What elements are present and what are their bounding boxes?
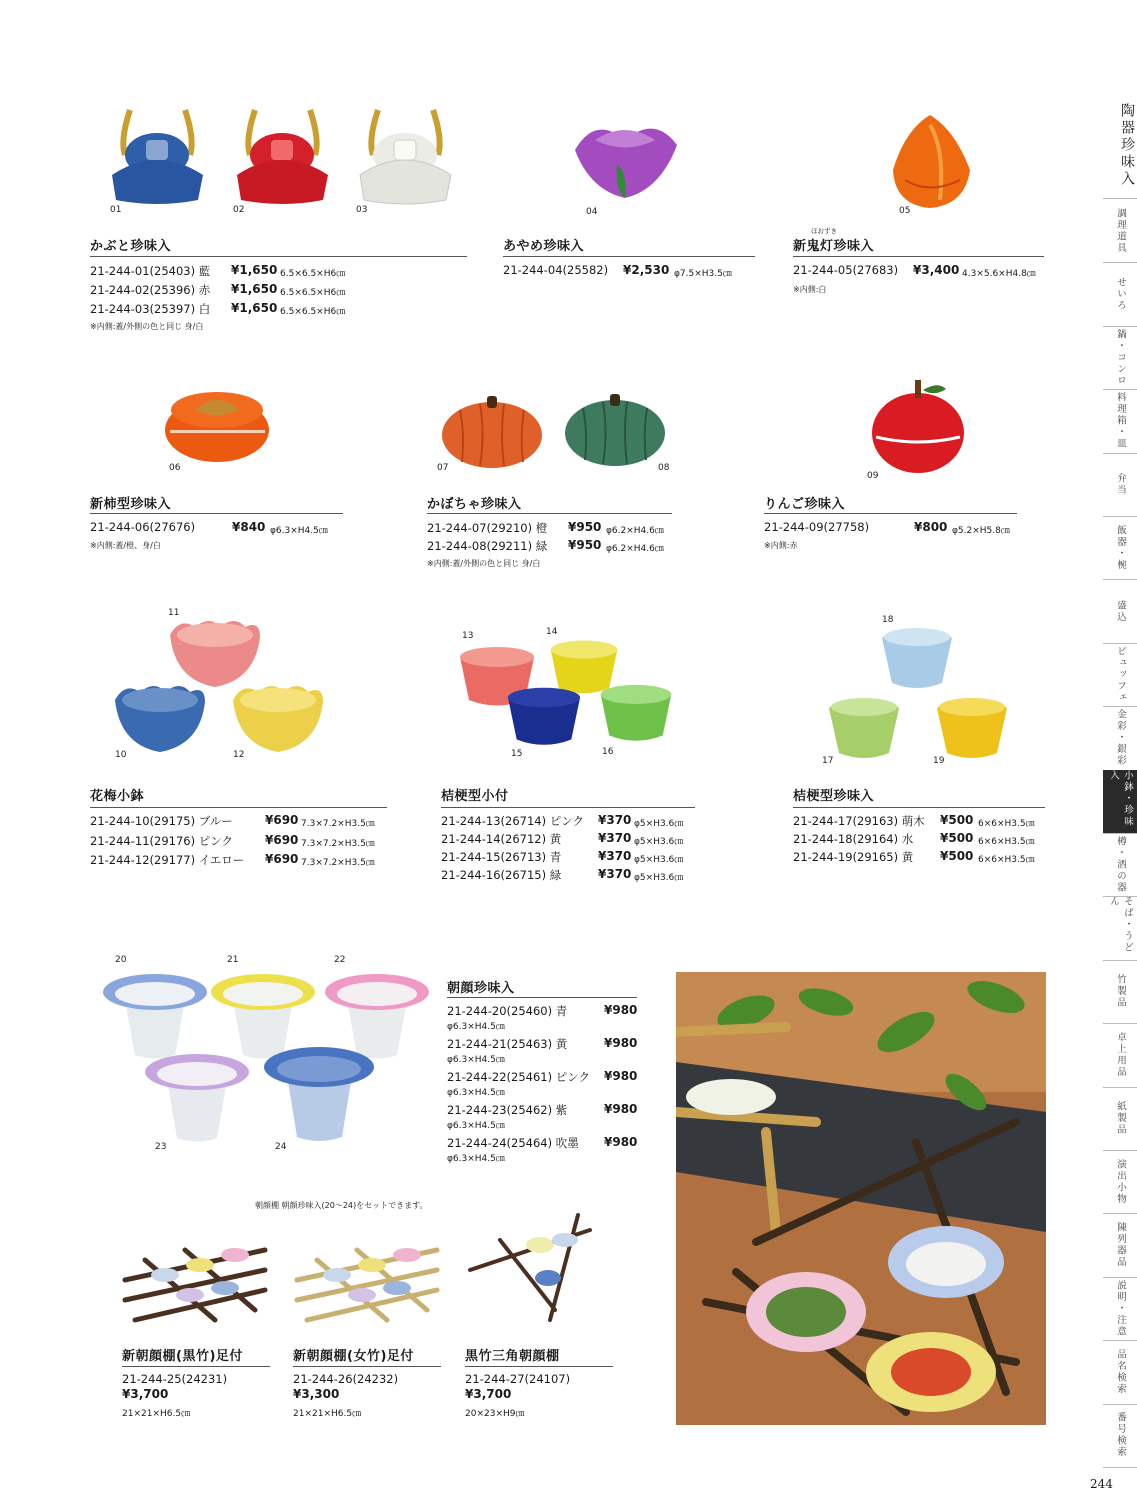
page-number: 244 (1090, 1477, 1113, 1491)
product-size: φ6.3×H4.5㎝ (447, 1055, 505, 1065)
item-number: 05 (899, 206, 911, 216)
side-tab[interactable]: 樽・酒の器 (1103, 833, 1137, 897)
asagao-purple-photo (142, 1050, 252, 1145)
side-tab[interactable]: 飯器・椀 (1103, 516, 1137, 580)
item-number: 24 (275, 1142, 287, 1152)
product-size: φ6.3×H4.5㎝ (270, 526, 328, 536)
product-code: 21-244-10(29175) ブルー (90, 814, 233, 828)
title-ruby: ほおずき (811, 227, 837, 235)
title-rule (793, 807, 1045, 808)
product-code: 21-244-03(25397) 白 (90, 302, 211, 316)
product-size: 20×23×H9㎝ (465, 1409, 525, 1419)
title-rule (90, 256, 467, 257)
product-price: ¥3,700 (122, 1387, 169, 1401)
hozuki-photo (885, 110, 980, 210)
product-code: 21-244-09(27758) (764, 520, 870, 534)
product-size: 6×6×H3.5㎝ (978, 819, 1035, 829)
product-code: 21-244-05(27683) (793, 263, 899, 277)
tana-metake-photo (287, 1220, 447, 1330)
title-rule (793, 256, 1044, 257)
product-price: ¥1,650 (231, 263, 278, 277)
product-size: 21×21×H6.5㎝ (122, 1409, 191, 1419)
kikyo-chinmi-yellow-photo (930, 693, 1014, 763)
product-price: ¥980 (604, 1069, 638, 1083)
product-size: φ6.3×H4.5㎝ (447, 1154, 505, 1164)
product-code: 21-244-16(26715) 緑 (441, 868, 562, 882)
product-price: ¥3,700 (465, 1387, 512, 1401)
item-number: 15 (511, 749, 523, 759)
product-price: ¥3,300 (293, 1387, 340, 1401)
product-size: 7.3×7.2×H3.5㎝ (301, 819, 375, 829)
product-size: φ5×H3.6㎝ (634, 837, 684, 847)
product-price: ¥500 (940, 813, 974, 827)
tana-kurotake-photo (115, 1220, 275, 1330)
product-price: ¥2,530 (623, 263, 670, 277)
item-number: 11 (168, 608, 180, 618)
item-number: 14 (546, 627, 558, 637)
kabocha-orange-photo (440, 390, 545, 470)
asagao-fukizumi-photo (262, 1045, 377, 1145)
kikyo-chinmi-green-photo (822, 693, 906, 763)
product-code: 21-244-11(29176) ピンク (90, 834, 233, 848)
product-code: 21-244-01(25403) 藍 (90, 264, 211, 278)
item-number: 21 (227, 955, 239, 965)
side-tab[interactable]: 番号検索 (1103, 1404, 1137, 1468)
product-code: 21-244-06(27676) (90, 520, 196, 534)
product-size: 21×21×H6.5㎝ (293, 1409, 362, 1419)
product-title: かぼちゃ珍味入 (427, 497, 522, 512)
product-code: 21-244-12(29177) イエロー (90, 853, 245, 867)
product-code: 21-244-18(29164) 水 (793, 832, 914, 846)
product-price: ¥950 (568, 520, 602, 534)
side-tab[interactable]: 弁当 (1103, 453, 1137, 517)
item-number: 08 (658, 463, 670, 473)
product-code: 21-244-23(25462) 紫 (447, 1103, 568, 1117)
product-price: ¥690 (265, 813, 299, 827)
title-rule (447, 997, 637, 998)
product-price: ¥690 (265, 833, 299, 847)
product-note: ※内側:蓋/外側の色と同じ 身/白 (90, 322, 204, 331)
kabuto-white-photo (348, 100, 463, 205)
product-code: 21-244-02(25396) 赤 (90, 283, 211, 297)
product-price: ¥980 (604, 1036, 638, 1050)
product-title: 花梅小鉢 (90, 789, 145, 804)
title-rule (764, 513, 1017, 514)
tana-note: 朝顔棚 朝顔珍味入(20〜24)をセットできます。 (255, 1201, 428, 1210)
item-number: 12 (233, 750, 245, 760)
side-tab[interactable]: 品名検索 (1103, 1340, 1137, 1404)
title-rule (465, 1366, 613, 1367)
product-title: 桔梗型珍味入 (793, 789, 875, 804)
item-number: 02 (233, 205, 245, 215)
product-code: 21-244-08(29211) 緑 (427, 539, 548, 553)
product-note: ※内側:白 (793, 285, 827, 294)
product-note: ※内側:蓋/橙、身/白 (90, 541, 161, 550)
kabuto-blue-photo (100, 100, 215, 205)
side-tab[interactable]: 小鉢・珍味入 (1103, 770, 1137, 834)
side-tab[interactable]: 竹製品 (1103, 960, 1137, 1024)
asagao-blue-photo (100, 970, 210, 1060)
product-price: ¥1,650 (231, 282, 278, 296)
product-title: 新柿型珍味入 (90, 497, 172, 512)
product-code: 21-244-25(24231) (122, 1372, 228, 1386)
product-price: ¥500 (940, 831, 974, 845)
title-rule (122, 1366, 270, 1367)
side-tab[interactable]: 盛込 (1103, 579, 1137, 643)
product-size: φ6.3×H4.5㎝ (447, 1088, 505, 1098)
item-number: 20 (115, 955, 127, 965)
ayame-photo (565, 110, 685, 205)
product-title: あやめ珍味入 (503, 239, 585, 254)
product-code: 21-244-24(25464) 吹墨 (447, 1136, 579, 1150)
product-price: ¥800 (914, 520, 948, 534)
item-number: 03 (356, 205, 368, 215)
side-tab[interactable]: 卓上用品 (1103, 1023, 1137, 1087)
product-price: ¥370 (598, 849, 632, 863)
product-size: φ5×H3.6㎝ (634, 819, 684, 829)
item-number: 19 (933, 756, 945, 766)
kabai-yellow-photo (228, 680, 328, 755)
item-number: 06 (169, 463, 181, 473)
product-code: 21-244-22(25461) ピンク (447, 1070, 590, 1084)
product-title: 黒竹三角朝顔棚 (465, 1349, 560, 1364)
kikyo-green-photo (597, 683, 675, 745)
title-rule (441, 807, 695, 808)
product-size: φ5×H3.6㎝ (634, 855, 684, 865)
item-number: 07 (437, 463, 449, 473)
ringo-photo (868, 375, 968, 475)
side-header: 陶器珍味入 (1119, 102, 1135, 188)
product-code: 21-244-07(29210) 橙 (427, 521, 548, 535)
product-title: りんご珍味入 (764, 497, 846, 512)
title-rule (427, 513, 672, 514)
product-size: φ5.2×H5.8㎝ (952, 526, 1010, 536)
product-price: ¥980 (604, 1135, 638, 1149)
title-rule (503, 256, 755, 257)
product-code: 21-244-04(25582) (503, 263, 609, 277)
product-price: ¥500 (940, 849, 974, 863)
product-title: 新朝顔棚(黒竹)足付 (122, 1349, 243, 1364)
product-size: φ5×H3.6㎝ (634, 873, 684, 883)
product-note: ※内側:蓋/外側の色と同じ 身/白 (427, 559, 541, 568)
kikyo-blue-photo (505, 685, 583, 750)
side-tab[interactable]: ビュッフェ (1103, 643, 1137, 707)
side-tab[interactable]: せいろ (1103, 262, 1137, 326)
product-code: 21-244-15(26713) 青 (441, 850, 562, 864)
title-rule (293, 1366, 441, 1367)
product-size: 6×6×H3.5㎝ (978, 855, 1035, 865)
product-size: 6.5×6.5×H6㎝ (280, 288, 346, 298)
kabocha-green-photo (563, 388, 668, 468)
product-price: ¥950 (568, 538, 602, 552)
item-number: 18 (882, 615, 894, 625)
product-code: 21-244-13(26714) ピンク (441, 814, 584, 828)
product-code: 21-244-19(29165) 黄 (793, 850, 914, 864)
product-code: 21-244-14(26712) 黄 (441, 832, 562, 846)
product-size: φ6.3×H4.5㎝ (447, 1022, 505, 1032)
product-title: 朝顔珍味入 (447, 981, 515, 996)
product-code: 21-244-26(24232) (293, 1372, 399, 1386)
side-tab[interactable]: 金彩・銀彩 (1103, 706, 1137, 770)
product-title: 桔梗型小付 (441, 789, 509, 804)
item-number: 23 (155, 1142, 167, 1152)
product-size: φ6.3×H4.5㎝ (447, 1121, 505, 1131)
product-price: ¥370 (598, 831, 632, 845)
side-tab[interactable]: 演出小物 (1103, 1150, 1137, 1214)
product-price: ¥3,400 (913, 263, 960, 277)
item-number: 04 (586, 207, 598, 217)
title-rule (90, 513, 343, 514)
kabai-blue-photo (110, 680, 210, 755)
product-size: 4.3×5.6×H4.8㎝ (962, 269, 1036, 279)
product-code: 21-244-27(24107) (465, 1372, 571, 1386)
product-size: φ7.5×H3.5㎝ (674, 269, 732, 279)
side-tab[interactable]: 料理箱・皿 (1103, 389, 1137, 453)
product-size: 6×6×H3.5㎝ (978, 837, 1035, 847)
item-number: 01 (110, 205, 122, 215)
product-size: 7.3×7.2×H3.5㎝ (301, 858, 375, 868)
item-number: 16 (602, 747, 614, 757)
product-size: 7.3×7.2×H3.5㎝ (301, 839, 375, 849)
tana-sankaku-photo (460, 1210, 600, 1325)
title-rule (90, 807, 387, 808)
item-number: 10 (115, 750, 127, 760)
product-price: ¥370 (598, 813, 632, 827)
item-number: 17 (822, 756, 834, 766)
kikyo-chinmi-blue-photo (877, 623, 957, 693)
product-price: ¥980 (604, 1003, 638, 1017)
side-tab[interactable]: 調理道具 (1103, 199, 1137, 263)
item-number: 22 (334, 955, 346, 965)
product-price: ¥840 (232, 520, 266, 534)
product-price: ¥690 (265, 852, 299, 866)
product-title: かぶと珍味入 (90, 239, 172, 254)
kaki-photo (160, 380, 275, 465)
side-tab[interactable]: そば・うどん (1103, 896, 1137, 960)
product-price: ¥1,650 (231, 301, 278, 315)
product-title: 新鬼灯珍味入 (793, 239, 875, 254)
product-title: 新朝顔棚(女竹)足付 (293, 1349, 414, 1364)
product-code: 21-244-21(25463) 黄 (447, 1037, 568, 1051)
side-tab[interactable]: 陳列器品 (1103, 1213, 1137, 1277)
product-note: ※内側:赤 (764, 541, 798, 550)
product-size: 6.5×6.5×H6㎝ (280, 307, 346, 317)
kabai-pink-photo (165, 615, 265, 690)
product-size: φ6.2×H4.6㎝ (606, 544, 664, 554)
side-tab[interactable]: 紙製品 (1103, 1087, 1137, 1151)
product-size: φ6.2×H4.6㎝ (606, 526, 664, 536)
kabuto-red-photo (225, 100, 340, 205)
product-price: ¥980 (604, 1102, 638, 1116)
product-code: 21-244-20(25460) 青 (447, 1004, 568, 1018)
side-tab[interactable]: 鍋・コンロ (1103, 326, 1137, 390)
product-size: 6.5×6.5×H6㎝ (280, 269, 346, 279)
serving-scene-photo (676, 972, 1046, 1425)
side-tab[interactable]: 説明・注意 (1103, 1277, 1137, 1341)
item-number: 13 (462, 631, 474, 641)
item-number: 09 (867, 471, 879, 481)
product-code: 21-244-17(29163) 萌木 (793, 814, 925, 828)
product-price: ¥370 (598, 867, 632, 881)
